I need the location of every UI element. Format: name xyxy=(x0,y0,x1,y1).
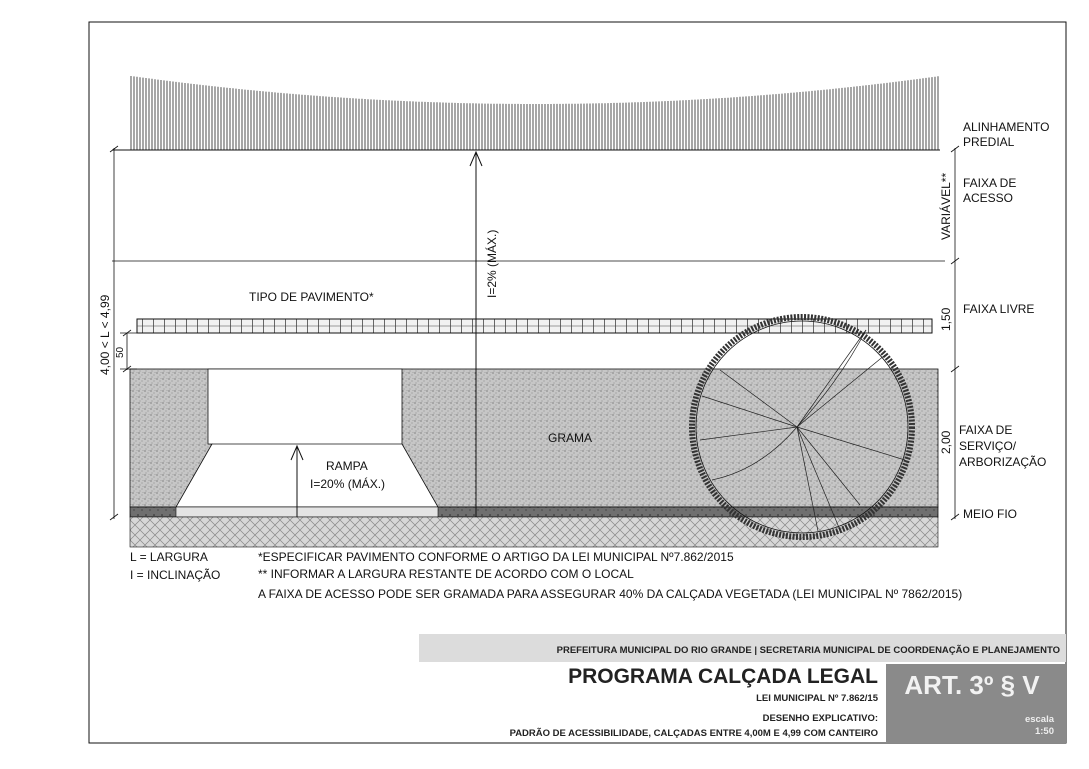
scale-value: 1:50 xyxy=(1034,726,1054,737)
legend-largura: L = LARGURA xyxy=(130,550,208,564)
label-faixa-servico-3: ARBORIZAÇÃO xyxy=(959,455,1047,469)
title-header: PREFEITURA MUNICIPAL DO RIO GRANDE | SECRETARIA MUNICIPAL DE COORDENAÇÃO E PLANEJAMENTO xyxy=(556,645,1060,656)
label-faixa-servico-1: FAIXA DE xyxy=(959,423,1013,437)
scale-label: escala xyxy=(1024,714,1054,725)
label-faixa-acesso-2: ACESSO xyxy=(963,191,1014,205)
note-largura-restante: ** INFORMAR A LARGURA RESTANTE DE ACORDO COM O LOCAL xyxy=(258,567,634,581)
ramp-curb-lowered xyxy=(176,507,438,517)
drawing-type: DESENHO EXPLICATIVO: xyxy=(762,713,878,724)
dim-variavel: VARIÁVEL** xyxy=(939,172,953,240)
label-alinhamento-2: PREDIAL xyxy=(963,135,1015,149)
building-facade-hatch xyxy=(131,76,938,150)
legend-inclinacao: I = INCLINAÇÃO xyxy=(130,568,221,582)
dim-livre: 1,50 xyxy=(939,307,953,331)
note-pavimento: *ESPECIFICAR PAVIMENTO CONFORME O ARTIGO DA LEI MUNICIPAL Nº7.862/2015 xyxy=(258,550,734,564)
dim-recuo: 50 xyxy=(115,346,126,358)
label-alinhamento-1: ALINHAMENTO xyxy=(963,120,1050,134)
note-faixa-acesso: A FAIXA DE ACESSO PODE SER GRAMADA PARA ASSEGURAR 40% DA CALÇADA VEGETADA (LEI MUNICIPAL Nº 7862/2015) xyxy=(258,587,963,601)
label-tipo-pavimento: TIPO DE PAVIMENTO* xyxy=(249,290,374,304)
label-rampa: RAMPA xyxy=(326,459,368,473)
ramp-opening xyxy=(176,369,438,507)
label-faixa-servico-2: SERVIÇO/ xyxy=(959,439,1017,453)
label-faixa-acesso-1: FAIXA DE xyxy=(963,176,1017,190)
label-faixa-livre: FAIXA LIVRE xyxy=(963,302,1035,316)
law-reference: LEI MUNICIPAL Nº 7.862/15 xyxy=(756,693,878,704)
program-title: PROGRAMA CALÇADA LEGAL xyxy=(568,665,878,688)
drawing-description: PADRÃO DE ACESSIBILIDADE, CALÇADAS ENTRE 4,00M E 4,99 COM CANTEIRO xyxy=(509,728,878,739)
label-meio-fio: MEIO FIO xyxy=(963,507,1017,521)
label-grama: GRAMA xyxy=(548,431,593,445)
dim-servico: 2,00 xyxy=(939,430,953,454)
article-label: ART. 3º § V xyxy=(904,670,1040,700)
label-rampa-inclinacao: I=20% (MÁX.) xyxy=(310,477,386,491)
label-inclinacao-transversal: I=2% (MÁX.) xyxy=(485,229,499,298)
dim-largura-total: 4,00 < L < 4,99 xyxy=(98,294,112,375)
